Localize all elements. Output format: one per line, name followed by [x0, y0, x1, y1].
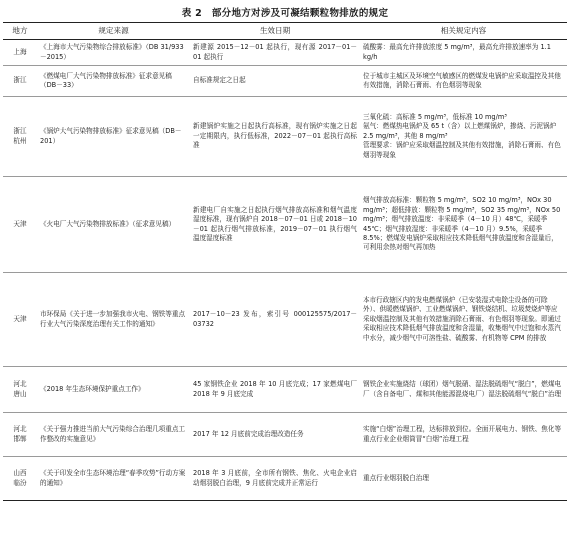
cell-content: 硫酸雾：最高允许排放浓度 5 mg/m³，最高允许排放速率为 1.1 kg/h: [360, 40, 567, 66]
table-row: [3, 97, 567, 177]
table-row: [3, 457, 567, 501]
cell-content: 实施“白烟”治理工程，达标排放到位。全面开展电力、钢铁、焦化等重点行业企业烟筒冒“白烟”治理工程: [360, 413, 567, 457]
table-title: 表 2 部分地方对涉及可凝结颗粒物排放的规定: [181, 8, 389, 19]
table-row: [3, 413, 567, 457]
cell-region: 天津: [3, 273, 37, 367]
cell-content: 位于城市主城区及环境空气敏感区的燃煤发电锅炉应采取温控及其他有效措施，消除石膏雨、有色烟羽等现象: [360, 66, 567, 97]
cell-source: 市环保局《关于进一步加强我市火电、钢铁等重点行业大气污染深度治理有关工作的通知》: [37, 273, 190, 367]
table-header-row: [3, 23, 567, 40]
cell-source: 《关于印发全市生态环境治理“春季攻势”行动方案的通知》: [37, 457, 190, 501]
cell-content: 本市行政辖区内的发电燃煤锅炉（已安装湿式电除尘设备的可除外）、供暖燃煤锅炉、工业燃煤锅炉、钢铁烧结机、垃圾焚烧炉等应采取烟温控制及其他有效措施消除石膏雨、有色烟羽等现象。即通过采取相应技术降低烟气排放温度和含湿量，收集烟气中过饱和水蒸汽中水分，减少烟气中可溶性盐、硫酸雾、有机物等 CPM 的排放: [360, 273, 567, 367]
table-row: [3, 273, 567, 367]
table-row: [3, 177, 567, 273]
cell-region: 天津: [3, 177, 37, 273]
cell-date: 2017－10－23 发布，索引号 000125575/2017－03732: [190, 273, 360, 367]
cell-date: 45 家钢铁企业 2018 年 10 月底完成；17 家燃煤电厂 2018 年 9 月底完成: [190, 367, 360, 413]
cell-region: 河北 唐山: [3, 367, 37, 413]
header-content: 相关规定内容: [360, 23, 567, 40]
cell-content: 三氧化硫：高标准 5 mg/m³，低标准 10 mg/m³ 氨气：燃煤热电锅炉及 65 t（含）以上燃煤锅炉，掺烧、污泥锅炉 2.5 mg/m³，其他 8 mg/m³ 管理要求：锅炉应采取烟温控制及其他有效措施，消除石膏雨、有色烟羽等现象: [360, 97, 567, 177]
cell-region: 河北 邯郸: [3, 413, 37, 457]
cell-source: 《锅炉大气污染物排放标准》征求意见稿（DB－201）: [37, 97, 190, 177]
cell-source: 《关于强力推进当前大气污染综合治理几项重点工作整改的实施意见》: [37, 413, 190, 457]
cell-date: 新建源 2015－12－01 起执行，现有源 2017－01－01 起执行: [190, 40, 360, 66]
table-row: [3, 40, 567, 66]
cell-date: 2018 年 3 月底前，全市所有钢铁、焦化、火电企业启动烟羽脱白治理，9 月底前完成并正常运行: [190, 457, 360, 501]
cell-source: 《上海市大气污染物综合排放标准》（DB 31/933－2015）: [37, 40, 190, 66]
table-row: [3, 66, 567, 97]
cell-content: 烟气排放高标准：颗粒物 5 mg/m³，SO2 10 mg/m³，NOx 30 mg/m³；超低排放：颗粒物 5 mg/m³，SO2 35 mg/m³，NOx 50 mg/m³；烟气排放温度：非采暖季（4－10 月）48℃，采暖季 45℃；烟气排放湿度：非采暖季（4－10 月）9.5%，采暖季 8.5%；燃煤发电锅炉采取相应技术降低烟气排放温度和含湿量后，可利用余热对烟气再加热: [360, 177, 567, 273]
cell-region: 浙江: [3, 66, 37, 97]
cell-source: 《燃煤电厂大气污染物排放标准》征求意见稿（DB－33）: [37, 66, 190, 97]
cell-date: 新建锅炉实施之日起执行高标准，现有锅炉实施之日起一定期限内，执行低标准，2022－07－01 起执行高标准: [190, 97, 360, 177]
cell-source: 《2018 年生态环境保护重点工作》: [37, 367, 190, 413]
header-source: 规定来源: [37, 23, 190, 40]
cell-content: 钢铁企业实施烧结（球团）烟气脱硝、湿法脱硫烟气“脱白”，燃煤电厂（含自备电厂、煤和其他能源混烧电厂）湿法脱硫烟气“脱白”治理: [360, 367, 567, 413]
regulations-table: [3, 22, 567, 501]
cell-date: 新建电厂自实施之日起执行烟气排放高标准和烟气温度湿度标准，现有锅炉自 2018－07－01 日或 2018－10－01 起执行烟气排放标准，2019－07－01 执行烟气温度湿度标准: [190, 177, 360, 273]
cell-region: 山西 临汾: [3, 457, 37, 501]
cell-date: 2017 年 12 月底前完成治理改造任务: [190, 413, 360, 457]
cell-content: 重点行业烟羽脱白治理: [360, 457, 567, 501]
cell-source: 《火电厂大气污染物排放标准》（征求意见稿）: [37, 177, 190, 273]
header-region: 地方: [3, 23, 37, 40]
cell-date: 自标准规定之日起: [190, 66, 360, 97]
cell-region: 上海: [3, 40, 37, 66]
header-date: 生效日期: [190, 23, 360, 40]
table-row: [3, 367, 567, 413]
cell-region: 浙江 杭州: [3, 97, 37, 177]
